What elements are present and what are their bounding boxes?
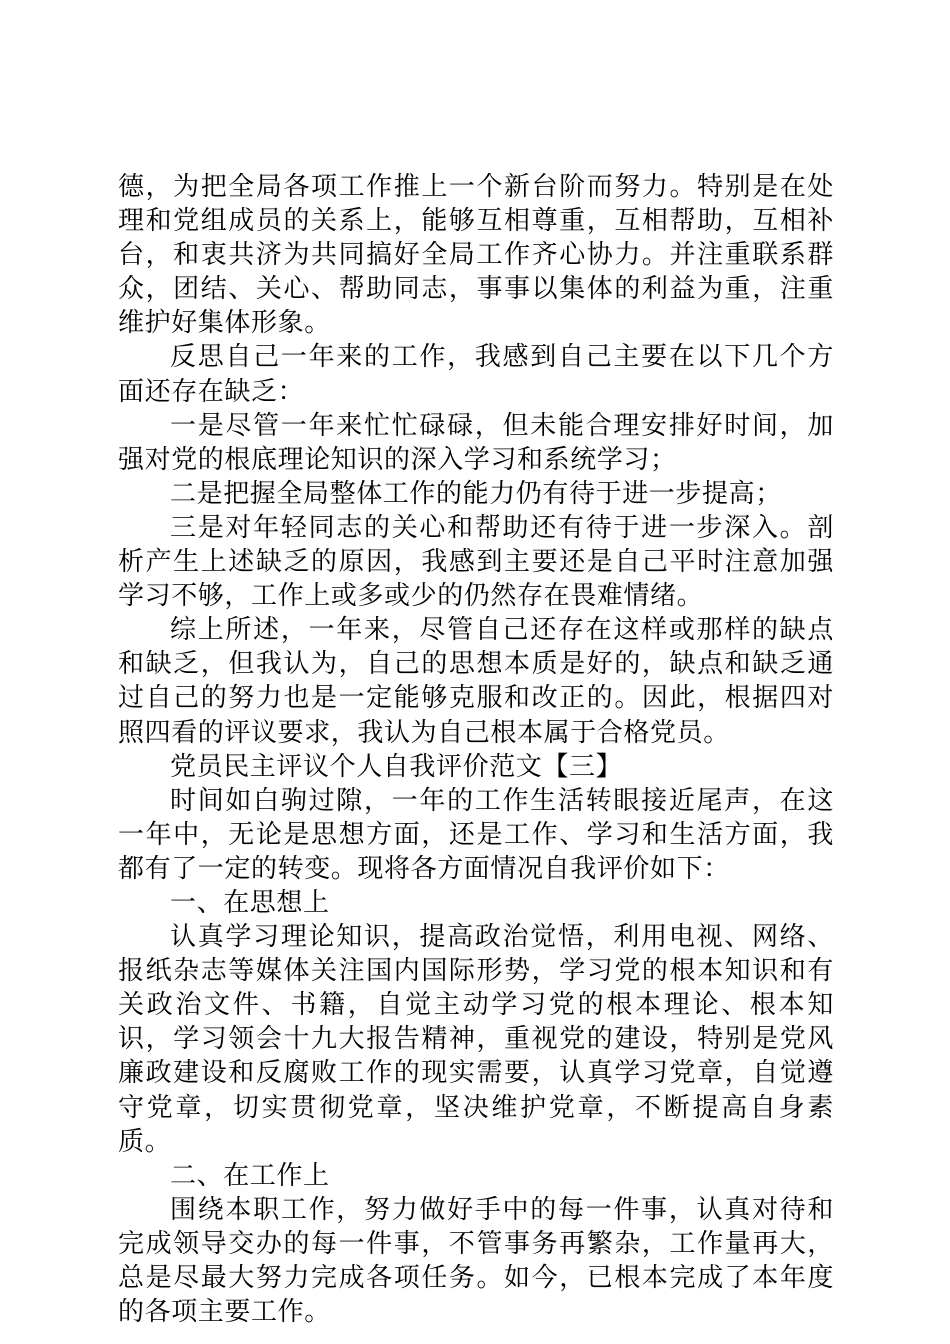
document-body <box>118 170 834 1329</box>
section-heading-sample-three: 党员民主评议个人自我评价范文【三】 <box>170 751 623 782</box>
paragraph-reflection-intro: 反思自己一年来的工作，我感到自己主要在以下几个方面还存在缺乏： <box>118 342 834 407</box>
paragraph-shortcoming-three: 三是对年轻同志的关心和帮助还有待于进一步深入。剖析产生上述缺乏的原因，我感到主要还是自己平时注意加强学习不够，工作上或多或少的仍然存在畏难情绪。 <box>118 512 834 612</box>
paragraph-thought: 认真学习理论知识，提高政治觉悟，利用电视、网络、报纸杂志等媒体关注国内国际形势，学习党的根本知识和有关政治文件、书籍，自觉主动学习党的根本理论、根本知识，学习领会十九大报告精神，重视党的建设，特别是党风廉政建设和反腐败工作的现实需要，认真学习党章，自觉遵守党章，切实贯彻党章，坚决维护党章，不断提高自身素质。 <box>118 922 834 1157</box>
paragraph-work: 围绕本职工作，努力做好手中的每一件事，认真对待和完成领导交办的每一件事，不管事务再繁杂，工作量再大，总是尽最大努力完成各项任务。如今，已根本完成了本年度的各项主要工作。 <box>118 1194 834 1328</box>
paragraph-sample-three-intro: 时间如白驹过隙，一年的工作生活转眼接近尾声，在这一年中，无论是思想方面，还是工作、学习和生活方面，我都有了一定的转变。现将各方面情况自我评价如下： <box>118 785 834 884</box>
paragraph-summary: 综上所述，一年来，尽管自己还存在这样或那样的缺点和缺乏，但我认为，自己的思想本质是好的，缺点和缺乏通过自己的努力也是一定能够克服和改正的。因此，根据四对照四看的评议要求，我认为自己根本属于合格党员。 <box>118 615 834 748</box>
subheading-thought: 一、在思想上 <box>170 887 330 918</box>
paragraph-continuation: 德，为把全局各项工作推上一个新台阶而努力。特别是在处理和党组成员的关系上，能够互相尊重，互相帮助，互相补台，和衷共济为共同搞好全局工作齐心协力。并注重联系群众，团结、关心、帮助同志，事事以集体的利益为重，注重维护好集体形象。 <box>118 172 834 339</box>
paragraph-shortcoming-one: 一是尽管一年来忙忙碌碌，但未能合理安排好时间，加强对党的根底理论知识的深入学习和系统学习； <box>118 410 834 475</box>
subheading-work: 二、在工作上 <box>170 1160 330 1191</box>
paragraph-shortcoming-two: 二是把握全局整体工作的能力仍有待于进一步提高； <box>170 478 782 509</box>
